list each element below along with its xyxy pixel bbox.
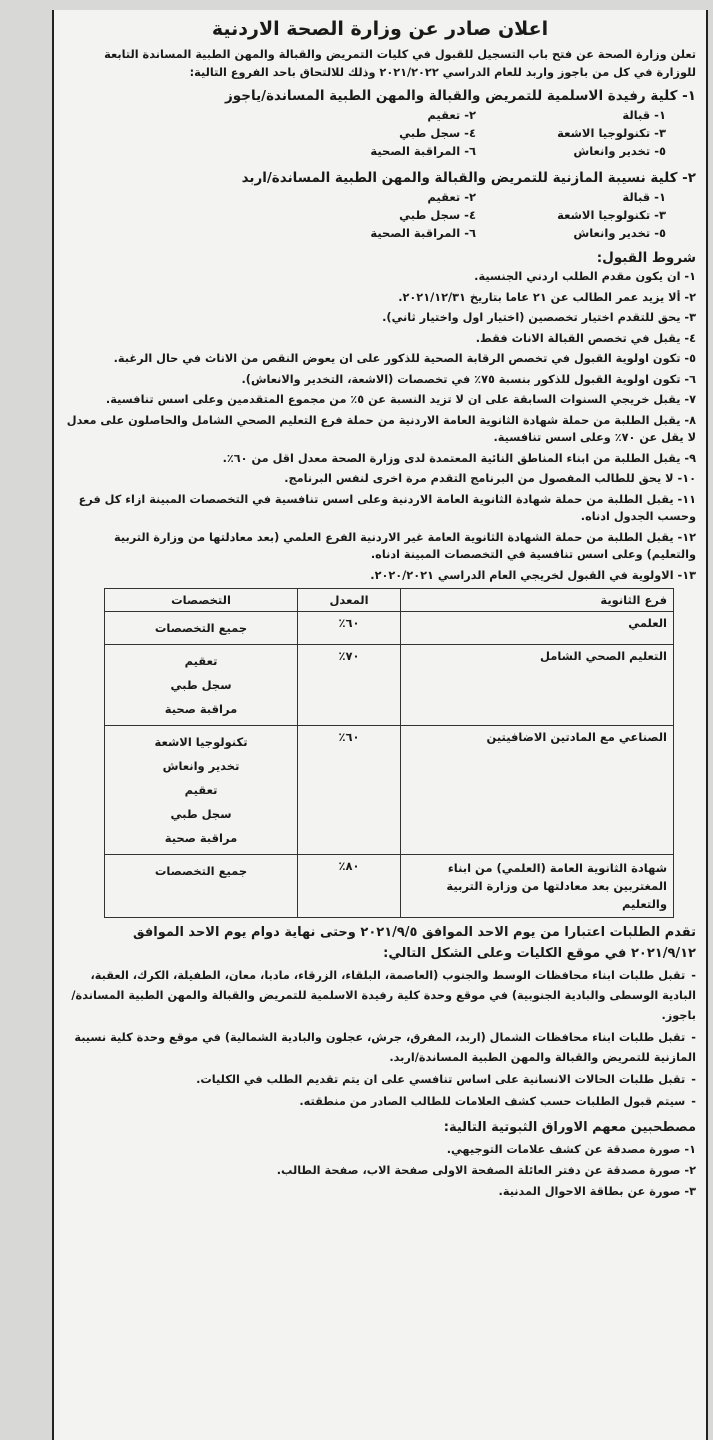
table-header: المعدل	[298, 589, 401, 612]
average-cell: ٦٠٪	[298, 726, 401, 855]
table-header-row	[105, 589, 674, 612]
specialties-cell	[105, 612, 298, 645]
program-item: ٢- تعقيم	[427, 108, 476, 122]
apply-bullet-text: تقبل طلبات ابناء محافظات الوسط والجنوب (العاصمة، البلقاء، الزرقاء، مادبا، معان، الطفيلة، الكرك، العقبة، البادية الوسطى والبادية الجنوبية) في موقع وحدة كلية رفيدة الاسلمية للتمريض والقبالة والمهن الطبية المساندة/باجوز.	[71, 969, 696, 1022]
condition-item: ٧- يقبل خريجي السنوات السابقة على ان لا تزيد النسبة عن ٥٪ من مجموع المتقدمين وعلى اسس تنافسية.	[105, 393, 696, 406]
condition-item: ٤- يقبل في تخصص القبالة الاناث فقط.	[475, 331, 696, 345]
apply-bullet: -تقبل طلبات الحالات الانسانية على اساس تنافسي على ان يتم تقديم الطلب في الكليات.	[196, 1073, 696, 1086]
branch-cell: الصناعي مع المادتين الاضافيتين	[401, 726, 674, 855]
apply-bullet-text: تقبل طلبات الحالات الانسانية على اساس تنافسي على ان يتم تقديم الطلب في الكليات.	[196, 1073, 686, 1086]
program-item: ٥- تخدير وانعاش	[573, 144, 666, 158]
admission-table	[104, 588, 674, 918]
condition-item: ٨- يقبل الطلبة من حملة شهادة الثانوية العامة الاردنية من حملة فرع التعليم الصحي الشامل والحاصلون على معدل لا يقل عن ٧٠٪ وعلى اسس تنافسية.	[66, 413, 696, 444]
program-item: ٢- تعقيم	[427, 190, 476, 204]
average-cell: ٦٠٪	[298, 612, 401, 645]
program-item: ١- قبالة	[622, 108, 666, 122]
condition-item: ١٠- لا يحق للطالب المفصول من البرنامج التقدم مرة اخرى لنفس البرنامج.	[284, 472, 696, 485]
apply-bullet: -سيتم قبول الطلبات حسب كشف العلامات للطالب الصادر من منطقته.	[299, 1095, 696, 1108]
condition-item: ٦- تكون اولوية القبول للذكور بنسبة ٧٥٪ في تخصصات (الاشعة، التخدير والانعاش).	[241, 372, 696, 386]
condition-item: ١٣- الاولوية في القبول لخريجي العام الدراسي ٢٠٢٠/٢٠٢١.	[370, 568, 696, 582]
table-row	[105, 612, 674, 645]
college-1-name: ١- كلية رفيدة الاسلمية للتمريض والقبالة والمهن الطبية المساندة/ياجوز	[225, 88, 696, 104]
documents-heading: مصطحبين معهم الاوراق الثبوتية التالية:	[443, 1120, 696, 1135]
average-cell: ٨٠٪	[298, 855, 401, 918]
specialty: تعقيم	[184, 783, 218, 797]
table-row	[105, 645, 674, 726]
specialties-cell	[105, 855, 298, 918]
program-item: ٣- تكنولوجيا الاشعة	[557, 208, 666, 222]
document-item: ١- صورة مصدقة عن كشف علامات التوجيهي.	[446, 1143, 696, 1156]
document-item: ٣- صورة عن بطاقة الاحوال المدنية.	[498, 1185, 696, 1198]
announcement-page	[52, 10, 708, 1440]
college-2-name: ٢- كلية نسيبة المازنية للتمريض والقبالة والمهن الطبية المساندة/اربد	[241, 170, 696, 186]
specialty: مراقبة صحية	[164, 702, 238, 716]
condition-item: ٥- تكون اولوية القبول في تخصص الرقابة الصحية للذكور على ان يعوض النقص من الاناث في حال الرغبة.	[113, 352, 696, 365]
specialty: تعقيم	[184, 654, 218, 668]
college-2-programs	[54, 190, 706, 240]
condition-item: ١٢- يقبل الطلبة من حملة الشهادة الثانوية العامة غير الاردنية الفرع العلمي (بعد معادلتها من وزارة التربية والتعليم) وعلى اسس تنافسية في التخصصات المبينة ادناه.	[114, 530, 696, 561]
program-item: ٤- سجل طبي	[399, 208, 476, 222]
specialty: مراقبة صحية	[164, 831, 238, 845]
program-item: ٤- سجل طبي	[399, 126, 476, 140]
specialty: سجل طبي	[170, 807, 232, 821]
conditions-heading: شروط القبول:	[596, 250, 696, 266]
program-item: ٥- تخدير وانعاش	[573, 226, 666, 240]
table-row	[105, 855, 674, 918]
application-dates: تقدم الطلبات اعتبارا من يوم الاحد الموافق ٢٠٢١/٩/٥ وحتى نهاية دوام يوم الاحد الموافق ٢٠٢١/٩/١٢ في موقع الكليات وعلى الشكل التالي:	[133, 925, 696, 961]
specialty: تكنولوجيا الاشعة	[154, 735, 248, 749]
program-item: ٦- المراقبة الصحية	[370, 144, 476, 158]
program-item: ١- قبالة	[622, 190, 666, 204]
condition-item: ٢- ألا يزيد عمر الطالب عن ٢١ عاما بتاريخ ٢٠٢١/١٢/٣١.	[398, 290, 696, 304]
college-1-programs	[54, 108, 706, 158]
document-item: ٢- صورة مصدقة عن دفتر العائلة الصفحة الاولى صفحة الاب، صفحة الطالب.	[276, 1164, 696, 1177]
branch-cell: العلمي	[401, 612, 674, 645]
condition-item: ١١- يقبل الطلبة من حملة شهادة الثانوية العامة الاردنية وعلى اسس تنافسية في التخصصات المبينة ازاء كل فرع وحسب الجدول ادناه.	[78, 492, 696, 523]
specialties-cell	[105, 726, 298, 855]
condition-item: ٣- يحق للتقدم اختيار تخصصين (اختيار اول واختيار ثاني).	[382, 311, 696, 324]
apply-bullet-text: تقبل طلبات ابناء محافظات الشمال (اربد، المفرق، جرش، عجلون والبادية الشمالية) في موقع وحدة كلية نسيبة المازنية للتمريض والقبالة والمهن الطبية المساندة/اربد.	[74, 1031, 696, 1064]
program-item: ٦- المراقبة الصحية	[370, 226, 476, 240]
apply-bullet-text: سيتم قبول الطلبات حسب كشف العلامات للطالب الصادر من منطقته.	[299, 1095, 686, 1108]
announcement-title: اعلان صادر عن وزارة الصحة الاردنية	[211, 18, 549, 40]
table-header: التخصصات	[105, 589, 298, 612]
apply-bullet: -تقبل طلبات ابناء محافظات الشمال (اربد، المفرق، جرش، عجلون والبادية الشمالية) في موقع وحدة كلية نسيبة المازنية للتمريض والقبالة والمهن الطبية المساندة/اربد.	[74, 1031, 696, 1064]
program-item: ٣- تكنولوجيا الاشعة	[557, 126, 666, 140]
specialty: سجل طبي	[170, 678, 232, 692]
specialty: جميع التخصصات	[154, 621, 248, 635]
apply-bullet: -تقبل طلبات ابناء محافظات الوسط والجنوب (العاصمة، البلقاء، الزرقاء، مادبا، معان، الطفيلة، الكرك، العقبة، البادية الوسطى والبادية الجنوبية) في موقع وحدة كلية رفيدة الاسلمية للتمريض والقبالة والمهن الطبية المساندة/باجوز.	[71, 969, 696, 1022]
specialty: جميع التخصصات	[154, 864, 248, 878]
branch-cell: التعليم الصحي الشامل	[401, 645, 674, 726]
condition-item: ٩- يقبل الطلبة من ابناء المناطق النائية المعتمدة لدى وزارة الصحة معدل اقل من ٦٠٪.	[222, 451, 696, 465]
specialty: تخدير وانعاش	[162, 759, 240, 773]
table-row	[105, 726, 674, 855]
condition-item: ١- ان يكون مقدم الطلب اردني الجنسية.	[474, 270, 696, 283]
average-cell: ٧٠٪	[298, 645, 401, 726]
table-header: فرع الثانوية	[401, 589, 674, 612]
intro-paragraph: تعلن وزارة الصحة عن فتح باب التسجيل للقبول في كليات التمريض والقبالة والمهن الطبية المساندة التابعة للوزارة في كل من باجوز واربد للعام الدراسي ٢٠٢١/٢٠٢٢ وذلك للالتحاق باحد الفروع التالية:	[104, 48, 696, 79]
specialties-cell	[105, 645, 298, 726]
branch-cell: شهادة الثانوية العامة (العلمي) من ابناء المغتربين بعد معادلتها من وزارة التربية والتعليم	[401, 855, 674, 918]
